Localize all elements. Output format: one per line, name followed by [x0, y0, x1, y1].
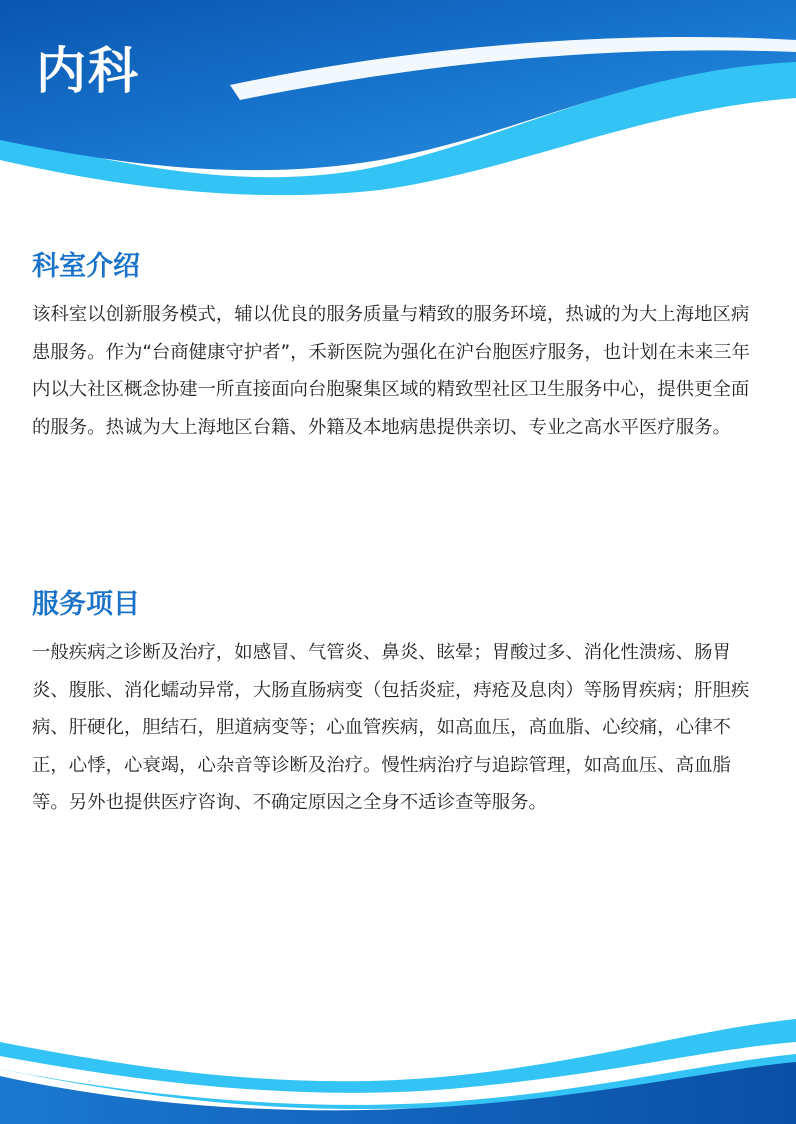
section-body: 该科室以创新服务模式，辅以优良的服务质量与精致的服务环境，热诚的为大上海地区病患服务。作为“台商健康守护者”，禾新医院为强化在沪台胞医疗服务，也计划在未来三年内以大社区概念协建一所直接面向台胞聚集区域的精致型社区卫生服务中心，提供更全面的服务。热诚为大上海地区台籍、外籍及本地病患提供亲切、专业之高水平医疗服务。: [32, 304, 750, 438]
page-title: 内科: [36, 42, 140, 100]
header-wave-banner: [0, 0, 796, 200]
section-heading: 科室介绍: [32, 251, 140, 282]
section-services: [32, 586, 764, 822]
footer-wave-banner: [0, 1014, 796, 1124]
section-body: 一般疾病之诊断及治疗，如感冒、气管炎、鼻炎、眩晕；胃酸过多、消化性溃疡、肠胃炎、腹胀、消化蠕动异常，大肠直肠病变（包括炎症，痔疮及息肉）等肠胃疾病；肝胆疾病、肝硬化，胆结石，胆道病变等；心血管疾病，如高血压，高血脂、心绞痛，心律不正，心悸，心衰竭，心杂音等诊断及治疗。慢性病治疗与追踪管理，如高血压、高血脂等。另外也提供医疗咨询、不确定原因之全身不适诊查等服务。: [32, 642, 750, 813]
section-heading: 服务项目: [32, 589, 140, 620]
section-department-intro: [32, 248, 764, 446]
